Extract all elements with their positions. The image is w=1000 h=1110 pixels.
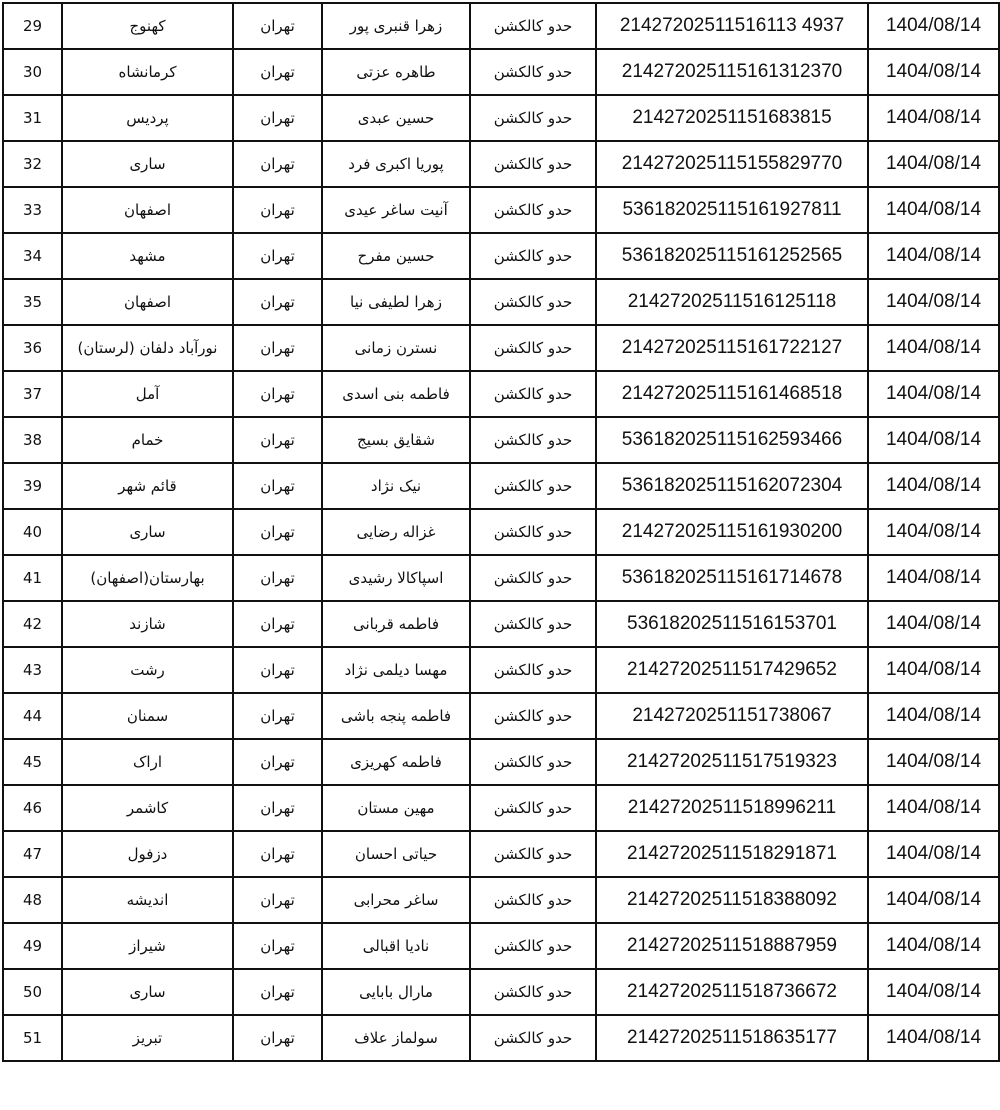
row-number-cell: 37	[3, 371, 62, 417]
date-cell: 1404/08/14	[868, 1015, 999, 1061]
recipient-name-cell: پوریا اکبری فرد	[322, 141, 470, 187]
date-cell: 1404/08/14	[868, 371, 999, 417]
recipient-name-cell: فاطمه پنجه باشی	[322, 693, 470, 739]
tracking-code-cell: 214272025115161312370	[596, 49, 868, 95]
destination-city-cell: اصفهان	[62, 187, 233, 233]
date-cell: 1404/08/14	[868, 647, 999, 693]
row-number-cell: 32	[3, 141, 62, 187]
date-cell: 1404/08/14	[868, 233, 999, 279]
recipient-name-cell: نیک نژاد	[322, 463, 470, 509]
table-row	[3, 3, 999, 49]
table-row	[3, 785, 999, 831]
table-row	[3, 95, 999, 141]
tracking-code-cell: 2142720251151738067	[596, 693, 868, 739]
date-cell: 1404/08/14	[868, 601, 999, 647]
table-row	[3, 831, 999, 877]
sender-cell: حدو کالکشن	[470, 877, 596, 923]
date-cell: 1404/08/14	[868, 739, 999, 785]
row-number-cell: 47	[3, 831, 62, 877]
table-row	[3, 601, 999, 647]
table-row	[3, 279, 999, 325]
origin-city-cell: تهران	[233, 279, 322, 325]
origin-city-cell: تهران	[233, 325, 322, 371]
origin-city-cell: تهران	[233, 969, 322, 1015]
tracking-code-cell: 21427202511517429652	[596, 647, 868, 693]
table-row	[3, 877, 999, 923]
origin-city-cell: تهران	[233, 785, 322, 831]
table-row	[3, 141, 999, 187]
sender-cell: حدو کالکشن	[470, 555, 596, 601]
recipient-name-cell: طاهره عزتی	[322, 49, 470, 95]
destination-city-cell: تبریز	[62, 1015, 233, 1061]
row-number-cell: 35	[3, 279, 62, 325]
recipient-name-cell: ساغر محرابی	[322, 877, 470, 923]
sender-cell: حدو کالکشن	[470, 49, 596, 95]
recipient-name-cell: حیاتی احسان	[322, 831, 470, 877]
sender-cell: حدو کالکشن	[470, 785, 596, 831]
sender-cell: حدو کالکشن	[470, 1015, 596, 1061]
sender-cell: حدو کالکشن	[470, 417, 596, 463]
table-row	[3, 693, 999, 739]
destination-city-cell: کرمانشاه	[62, 49, 233, 95]
sender-cell: حدو کالکشن	[470, 187, 596, 233]
table-row	[3, 371, 999, 417]
destination-city-cell: پردیس	[62, 95, 233, 141]
date-cell: 1404/08/14	[868, 555, 999, 601]
date-cell: 1404/08/14	[868, 877, 999, 923]
sender-cell: حدو کالکشن	[470, 739, 596, 785]
sender-cell: حدو کالکشن	[470, 233, 596, 279]
row-number-cell: 29	[3, 3, 62, 49]
table-row	[3, 969, 999, 1015]
origin-city-cell: تهران	[233, 1015, 322, 1061]
sender-cell: حدو کالکشن	[470, 279, 596, 325]
row-number-cell: 40	[3, 509, 62, 555]
destination-city-cell: ساری	[62, 969, 233, 1015]
tracking-code-cell: 21427202511518635177	[596, 1015, 868, 1061]
destination-city-cell: اراک	[62, 739, 233, 785]
recipient-name-cell: نسترن زمانی	[322, 325, 470, 371]
recipient-name-cell: حسین عبدی	[322, 95, 470, 141]
recipient-name-cell: آنیت ساغر عیدی	[322, 187, 470, 233]
origin-city-cell: تهران	[233, 187, 322, 233]
destination-city-cell: کاشمر	[62, 785, 233, 831]
sender-cell: حدو کالکشن	[470, 463, 596, 509]
recipient-name-cell: زهرا لطیفی نیا	[322, 279, 470, 325]
tracking-code-cell: 21427202511516125118	[596, 279, 868, 325]
origin-city-cell: تهران	[233, 233, 322, 279]
recipient-name-cell: شقایق بسیج	[322, 417, 470, 463]
row-number-cell: 31	[3, 95, 62, 141]
sender-cell: حدو کالکشن	[470, 923, 596, 969]
sender-cell: حدو کالکشن	[470, 509, 596, 555]
shipment-table	[2, 2, 1000, 1062]
table-row	[3, 1015, 999, 1061]
date-cell: 1404/08/14	[868, 923, 999, 969]
table-row	[3, 463, 999, 509]
sender-cell: حدو کالکشن	[470, 3, 596, 49]
row-number-cell: 45	[3, 739, 62, 785]
destination-city-cell: رشت	[62, 647, 233, 693]
tracking-code-cell: 21427202511518887959	[596, 923, 868, 969]
recipient-name-cell: غزاله رضایی	[322, 509, 470, 555]
origin-city-cell: تهران	[233, 601, 322, 647]
sender-cell: حدو کالکشن	[470, 831, 596, 877]
destination-city-cell: اندیشه	[62, 877, 233, 923]
destination-city-cell: قائم شهر	[62, 463, 233, 509]
tracking-code-cell: 536182025115162072304	[596, 463, 868, 509]
destination-city-cell: ساری	[62, 509, 233, 555]
recipient-name-cell: فاطمه بنی اسدی	[322, 371, 470, 417]
date-cell: 1404/08/14	[868, 509, 999, 555]
tracking-code-cell: 536182025115161252565	[596, 233, 868, 279]
date-cell: 1404/08/14	[868, 49, 999, 95]
recipient-name-cell: مهسا دیلمی نژاد	[322, 647, 470, 693]
date-cell: 1404/08/14	[868, 417, 999, 463]
origin-city-cell: تهران	[233, 831, 322, 877]
row-number-cell: 48	[3, 877, 62, 923]
table-row	[3, 233, 999, 279]
table-row	[3, 49, 999, 95]
tracking-code-cell: 214272025115161722127	[596, 325, 868, 371]
table-row	[3, 417, 999, 463]
sender-cell: حدو کالکشن	[470, 95, 596, 141]
row-number-cell: 44	[3, 693, 62, 739]
tracking-code-cell: 21427202511518736672	[596, 969, 868, 1015]
recipient-name-cell: زهرا قنبری پور	[322, 3, 470, 49]
row-number-cell: 51	[3, 1015, 62, 1061]
recipient-name-cell: فاطمه کهریزی	[322, 739, 470, 785]
row-number-cell: 33	[3, 187, 62, 233]
destination-city-cell: کهنوج	[62, 3, 233, 49]
row-number-cell: 42	[3, 601, 62, 647]
table-row	[3, 325, 999, 371]
origin-city-cell: تهران	[233, 509, 322, 555]
tracking-code-cell: 214272025115155829770	[596, 141, 868, 187]
destination-city-cell: خمام	[62, 417, 233, 463]
table-row	[3, 739, 999, 785]
destination-city-cell: مشهد	[62, 233, 233, 279]
origin-city-cell: تهران	[233, 877, 322, 923]
tracking-code-cell: 21427202511516113 4937	[596, 3, 868, 49]
tracking-code-cell: 21427202511518388092	[596, 877, 868, 923]
date-cell: 1404/08/14	[868, 785, 999, 831]
date-cell: 1404/08/14	[868, 831, 999, 877]
origin-city-cell: تهران	[233, 49, 322, 95]
sender-cell: حدو کالکشن	[470, 969, 596, 1015]
row-number-cell: 46	[3, 785, 62, 831]
row-number-cell: 43	[3, 647, 62, 693]
date-cell: 1404/08/14	[868, 693, 999, 739]
sender-cell: حدو کالکشن	[470, 371, 596, 417]
destination-city-cell: سمنان	[62, 693, 233, 739]
row-number-cell: 36	[3, 325, 62, 371]
sender-cell: حدو کالکشن	[470, 325, 596, 371]
destination-city-cell: شیراز	[62, 923, 233, 969]
sender-cell: حدو کالکشن	[470, 647, 596, 693]
origin-city-cell: تهران	[233, 95, 322, 141]
origin-city-cell: تهران	[233, 463, 322, 509]
table-row	[3, 647, 999, 693]
date-cell: 1404/08/14	[868, 279, 999, 325]
date-cell: 1404/08/14	[868, 95, 999, 141]
row-number-cell: 50	[3, 969, 62, 1015]
origin-city-cell: تهران	[233, 417, 322, 463]
date-cell: 1404/08/14	[868, 969, 999, 1015]
origin-city-cell: تهران	[233, 3, 322, 49]
destination-city-cell: دزفول	[62, 831, 233, 877]
row-number-cell: 49	[3, 923, 62, 969]
recipient-name-cell: حسین مفرح	[322, 233, 470, 279]
recipient-name-cell: مهین مستان	[322, 785, 470, 831]
tracking-code-cell: 21427202511518996211	[596, 785, 868, 831]
origin-city-cell: تهران	[233, 739, 322, 785]
recipient-name-cell: مارال بابایی	[322, 969, 470, 1015]
row-number-cell: 41	[3, 555, 62, 601]
tracking-code-cell: 21427202511518291871	[596, 831, 868, 877]
tracking-code-cell: 536182025115161714678	[596, 555, 868, 601]
table-row	[3, 923, 999, 969]
date-cell: 1404/08/14	[868, 187, 999, 233]
origin-city-cell: تهران	[233, 647, 322, 693]
tracking-code-cell: 214272025115161468518	[596, 371, 868, 417]
table-row	[3, 187, 999, 233]
tracking-code-cell: 214272025115161930200	[596, 509, 868, 555]
tracking-code-cell: 2142720251151683815	[596, 95, 868, 141]
sender-cell: حدو کالکشن	[470, 693, 596, 739]
tracking-code-cell: 536182025115162593466	[596, 417, 868, 463]
recipient-name-cell: سولماز علاف	[322, 1015, 470, 1061]
row-number-cell: 34	[3, 233, 62, 279]
date-cell: 1404/08/14	[868, 325, 999, 371]
destination-city-cell: شازند	[62, 601, 233, 647]
sender-cell: حدو کالکشن	[470, 141, 596, 187]
date-cell: 1404/08/14	[868, 3, 999, 49]
tracking-code-cell: 53618202511516153701	[596, 601, 868, 647]
row-number-cell: 39	[3, 463, 62, 509]
table-row	[3, 509, 999, 555]
origin-city-cell: تهران	[233, 923, 322, 969]
recipient-name-cell: نادیا اقبالی	[322, 923, 470, 969]
destination-city-cell: نورآباد دلفان (لرستان)	[62, 325, 233, 371]
destination-city-cell: آمل	[62, 371, 233, 417]
recipient-name-cell: فاطمه قربانی	[322, 601, 470, 647]
destination-city-cell: ساری	[62, 141, 233, 187]
sender-cell: حدو کالکشن	[470, 601, 596, 647]
tracking-code-cell: 536182025115161927811	[596, 187, 868, 233]
row-number-cell: 38	[3, 417, 62, 463]
tracking-code-cell: 21427202511517519323	[596, 739, 868, 785]
table-row	[3, 555, 999, 601]
destination-city-cell: اصفهان	[62, 279, 233, 325]
recipient-name-cell: اسپاکالا رشیدی	[322, 555, 470, 601]
origin-city-cell: تهران	[233, 141, 322, 187]
origin-city-cell: تهران	[233, 693, 322, 739]
date-cell: 1404/08/14	[868, 463, 999, 509]
date-cell: 1404/08/14	[868, 141, 999, 187]
destination-city-cell: بهارستان(اصفهان)	[62, 555, 233, 601]
row-number-cell: 30	[3, 49, 62, 95]
shipment-table-body	[3, 3, 999, 1061]
origin-city-cell: تهران	[233, 371, 322, 417]
origin-city-cell: تهران	[233, 555, 322, 601]
